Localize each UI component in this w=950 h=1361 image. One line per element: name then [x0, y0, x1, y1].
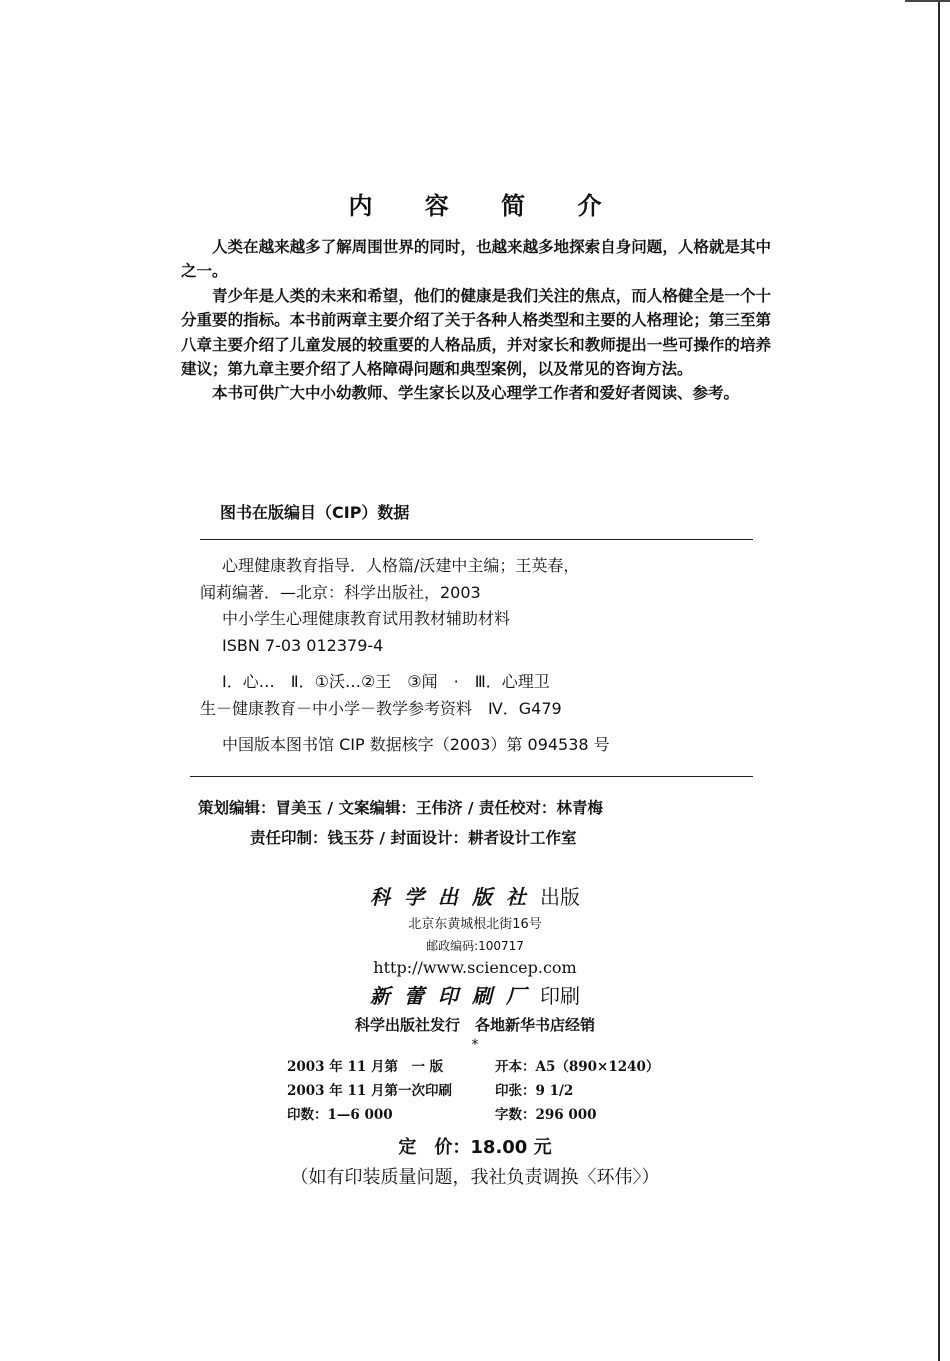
cip-line: 闻莉编著．—北京：科学出版社，2003 — [200, 582, 481, 602]
printing-info: 2003 年 11 月第一次印刷 — [287, 1083, 452, 1099]
intro-paragraph: 人类在越来越多了解周围世界的同时，也越来越多地探索自身问题，人格就是其中之一。 — [181, 238, 771, 281]
cip-line: 生－健康教育－中小学－教学参考资料 Ⅳ．G479 — [200, 698, 562, 718]
word-count-info: 字数：296 000 — [495, 1107, 597, 1123]
publisher-address: 北京东黄城根北街16号 — [408, 917, 542, 932]
cip-bottom-rule — [190, 776, 753, 777]
content-summary — [181, 235, 771, 406]
print-specs — [287, 1055, 659, 1127]
distribution-line: 科学出版社发行 各地新华书店经销 — [354, 1016, 595, 1034]
printer-role: 印刷 — [540, 984, 580, 1008]
cip-line: 心理健康教育指导．人格篇/沃建中主编；王英春， — [222, 556, 580, 575]
cip-line: 中小学生心理健康教育试用教材辅助材料 — [222, 609, 511, 628]
intro-paragraph: 青少年是人类的未来和希望，他们的健康是我们关注的焦点，而人格健全是一个十分重要的指标。本书前两章主要介绍了关于各种人格类型和主要的人格理论；第三至第八章主要介绍了儿童发展的较重要的人格品质，并对家长和教师提出一些可操作的培养建议；第九章主要介绍了人格障碍问题和典型案例，以及常见的咨询方法。 — [181, 286, 771, 379]
corner-mark — [905, 0, 950, 2]
edition-info: 2003 年 11 月第 一 版 — [287, 1059, 444, 1075]
cip-check-number: 中国版本图书馆 CIP 数据核字（2003）第 094538 号 — [222, 735, 610, 754]
sheets-info: 印张：9 1/2 — [495, 1083, 574, 1099]
cip-isbn: ISBN 7-03 012379-4 — [222, 635, 384, 655]
separator-star: * — [471, 1037, 479, 1053]
copies-info: 印数：1—6 000 — [287, 1107, 393, 1123]
printer-name: 新蕾印刷厂 — [370, 984, 540, 1008]
publisher-block — [0, 880, 950, 1052]
cip-heading: 图书在版编目（CIP）数据 — [220, 503, 410, 522]
publisher-postcode: 邮政编码:100717 — [426, 939, 524, 953]
intro-paragraph: 本书可供广大中小幼教师、学生家长以及心理学工作者和爱好者阅读、参考。 — [212, 384, 740, 403]
cip-line: Ⅰ．心… Ⅱ．①沃…②王 ③闻 · Ⅲ．心理卫 — [222, 672, 550, 691]
publisher-url: http://www.sciencep.com — [373, 958, 577, 977]
publisher-name: 科学出版社 — [370, 885, 540, 909]
publisher-line — [0, 880, 950, 914]
page-title: 内 容 简 介 — [348, 192, 624, 220]
cip-data-block — [200, 553, 760, 759]
format-info: 开本：A5（890×1240） — [495, 1059, 660, 1075]
printer-line — [0, 980, 950, 1012]
editors-credits — [198, 793, 768, 853]
publisher-role: 出版 — [540, 885, 580, 909]
editor-line: 责任印制：钱玉芬 / 封面设计：耕者设计工作室 — [250, 829, 577, 847]
quality-notice: （如有印装质量问题，我社负责调换〈环伟〉） — [290, 1167, 660, 1188]
cip-top-rule — [200, 539, 753, 540]
editor-line: 策划编辑：冒美玉 / 文案编辑：王伟济 / 责任校对：林青梅 — [198, 799, 603, 817]
book-price: 定 价：18.00 元 — [398, 1137, 552, 1158]
